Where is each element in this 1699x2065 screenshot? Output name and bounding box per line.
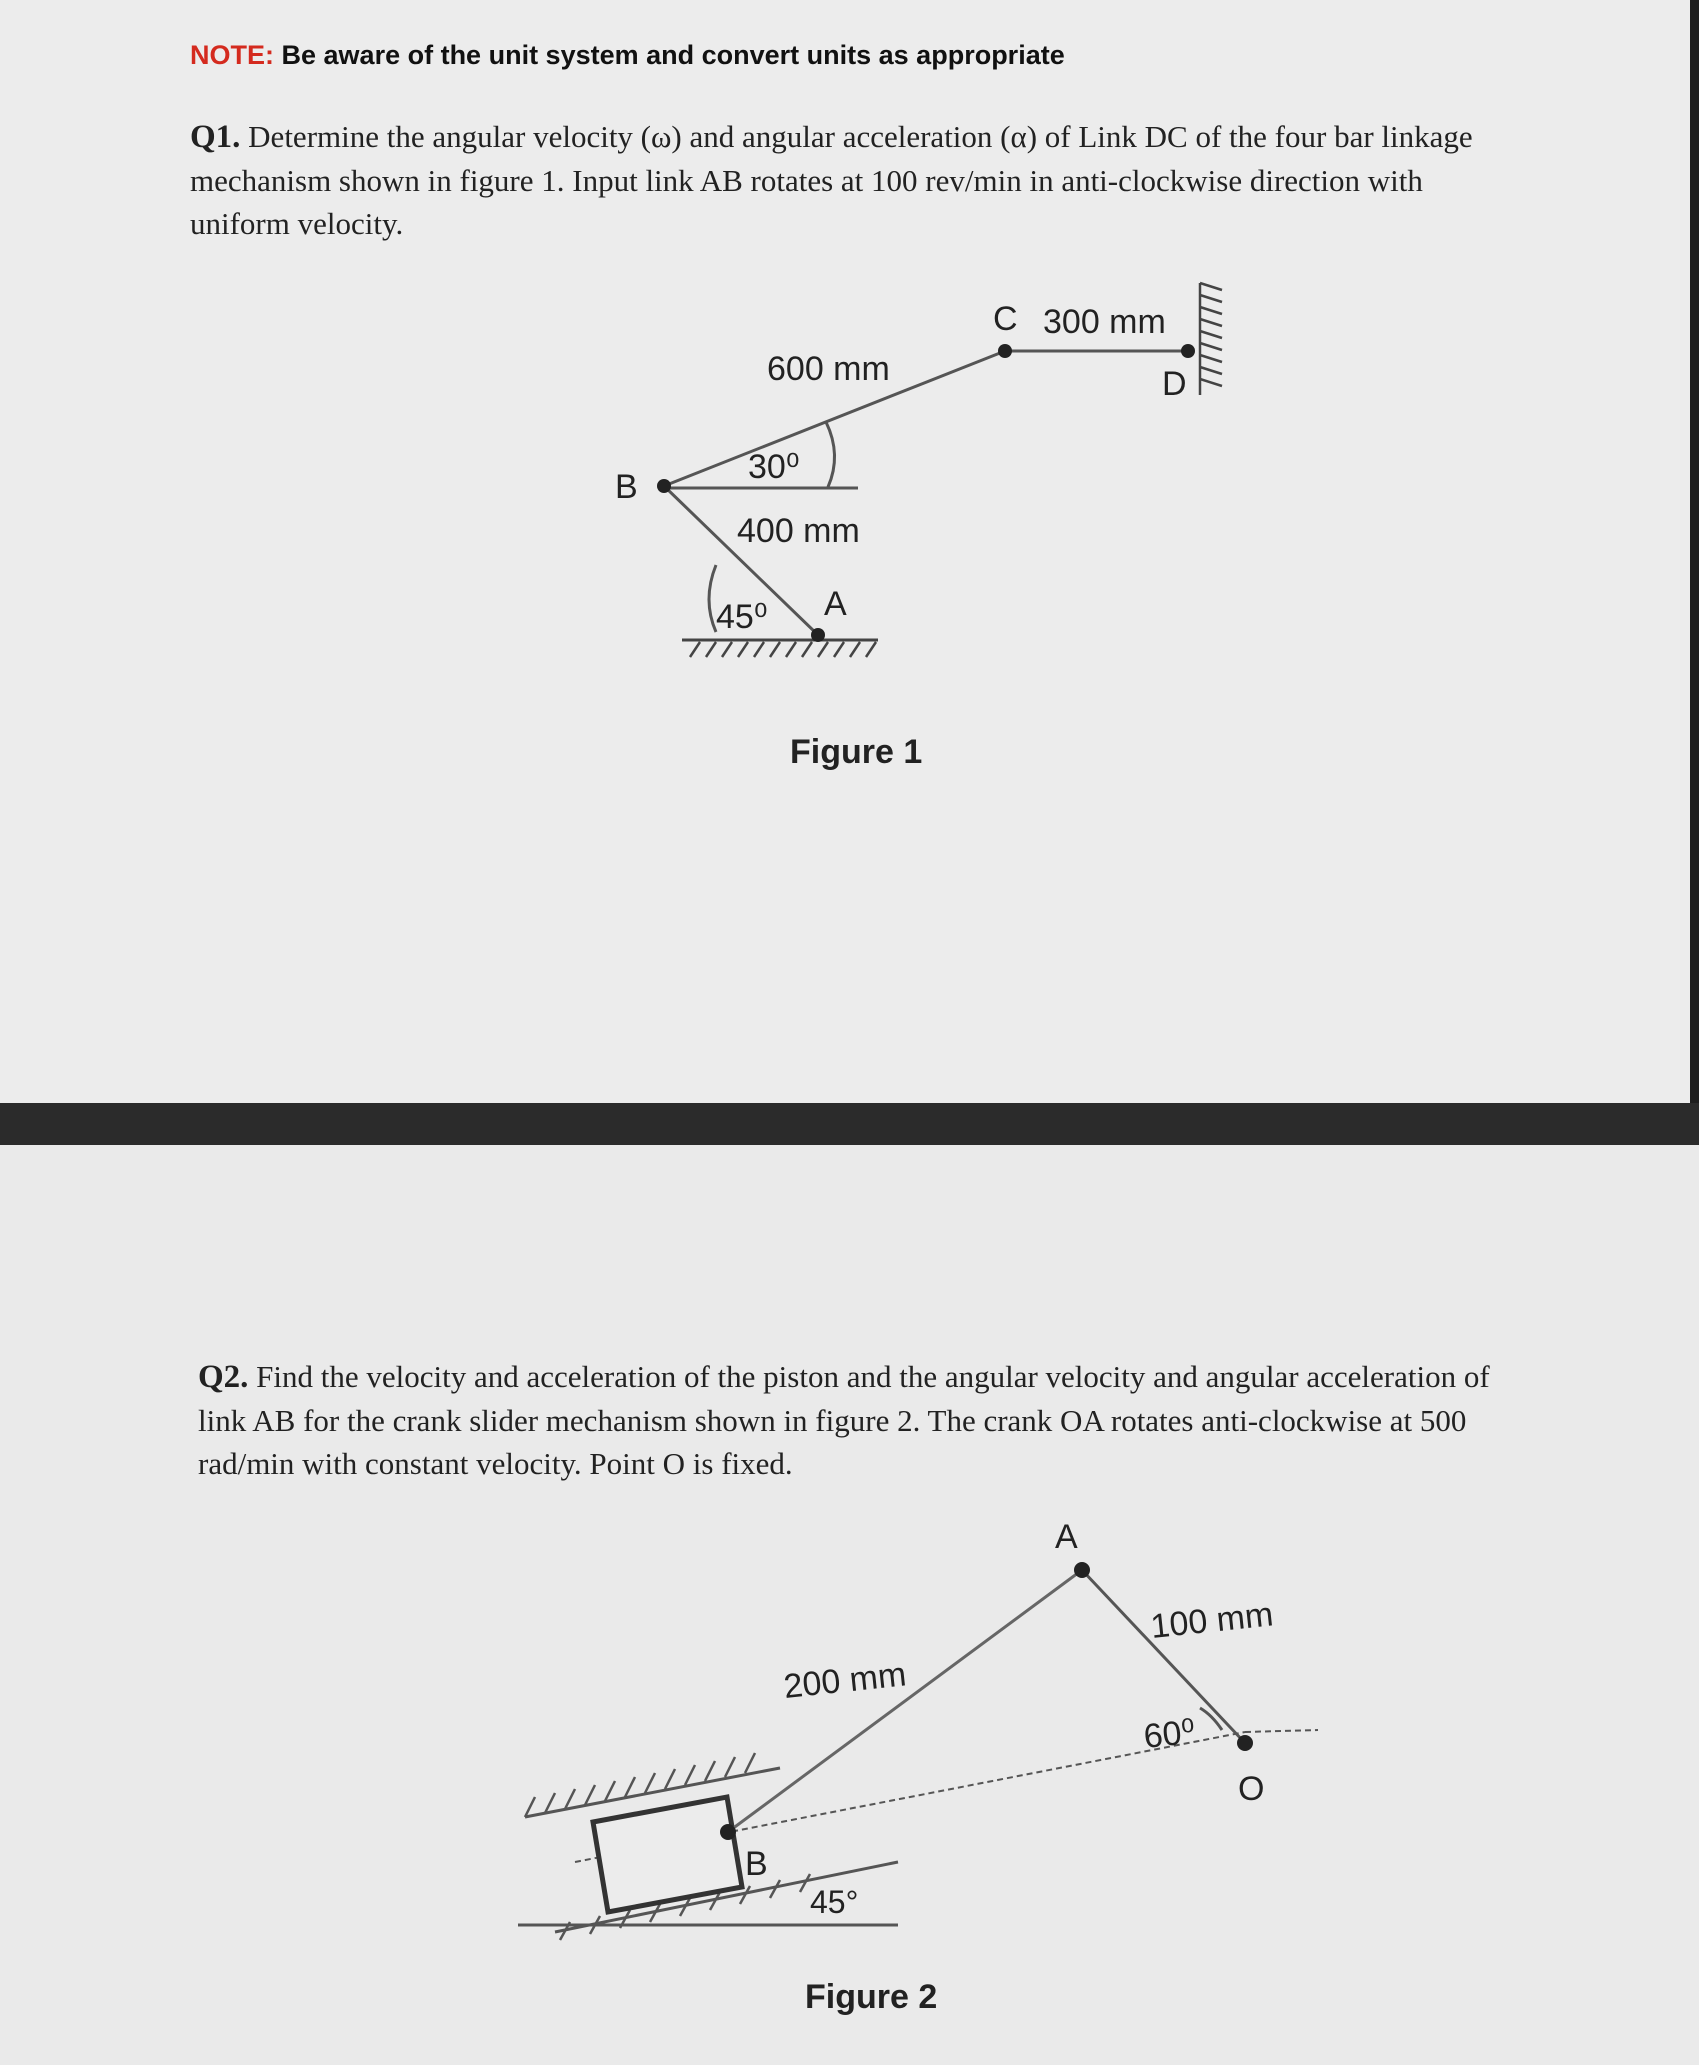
- angle-o: 60⁰: [1141, 1712, 1198, 1756]
- label-a: A: [824, 585, 847, 623]
- dim-ab: 200 mm: [781, 1655, 908, 1706]
- figure-2-caption: Figure 2: [805, 1978, 938, 2016]
- dim-ab: 400 mm: [737, 512, 860, 550]
- angle-arc-45: [709, 565, 716, 632]
- label-o: O: [1238, 1770, 1265, 1808]
- label-a: A: [1055, 1518, 1078, 1556]
- figure-1-caption: Figure 1: [790, 733, 923, 771]
- dim-cd: 300 mm: [1043, 303, 1166, 341]
- ground-a-hatch: [690, 642, 876, 657]
- joint-c: [998, 344, 1012, 358]
- joint-b: [657, 479, 671, 493]
- angle-arc-60: [1200, 1708, 1222, 1730]
- units-note: [190, 40, 1065, 71]
- link-ab: [728, 1570, 1082, 1832]
- label-b: B: [615, 468, 638, 506]
- joint-a: [811, 628, 825, 642]
- joint-o: [1237, 1735, 1253, 1751]
- angle-b: 30⁰: [748, 448, 800, 486]
- label-d: D: [1162, 365, 1187, 403]
- note-text: Be aware of the unit system and convert units as appropriate: [281, 40, 1065, 70]
- dashed-line-o: [1245, 1730, 1318, 1732]
- joint-b: [720, 1824, 736, 1840]
- question-1-text: Determine the angular velocity (ω) and angular acceleration (α) of Link DC of the four bar linkage mechanism shown in figure 1. Input link AB rotates at 100 rev/min in anti-clockwise direction with uniform velocity.: [190, 119, 1473, 241]
- dim-bc: 600 mm: [767, 350, 890, 388]
- joint-a: [1074, 1562, 1090, 1578]
- joint-d: [1181, 344, 1195, 358]
- ground-d-hatch: [1200, 283, 1222, 395]
- figure-1-diagram: [600, 270, 1260, 780]
- angle-a: 45⁰: [716, 598, 768, 636]
- dim-oa: 100 mm: [1148, 1595, 1275, 1646]
- label-c: C: [993, 300, 1018, 338]
- question-2: [198, 1355, 1528, 1485]
- question-1-number: Q1.: [190, 119, 241, 155]
- label-b: B: [745, 1845, 768, 1883]
- question-1: [190, 115, 1520, 245]
- page-divider: [0, 1103, 1699, 1145]
- note-label: NOTE:: [190, 40, 274, 70]
- figure-2-diagram: [500, 1500, 1350, 2035]
- angle-slide: 45°: [810, 1884, 859, 1920]
- angle-arc-30: [826, 422, 835, 487]
- page-edge: [1690, 0, 1699, 1103]
- question-2-number: Q2.: [198, 1359, 249, 1395]
- question-2-text: Find the velocity and acceleration of the piston and the angular velocity and angular acceleration of link AB for the crank slider mechanism shown in figure 2. The crank OA rotates anti-clockwise at 500 rad/min with constant velocity. Point O is fixed.: [198, 1359, 1490, 1481]
